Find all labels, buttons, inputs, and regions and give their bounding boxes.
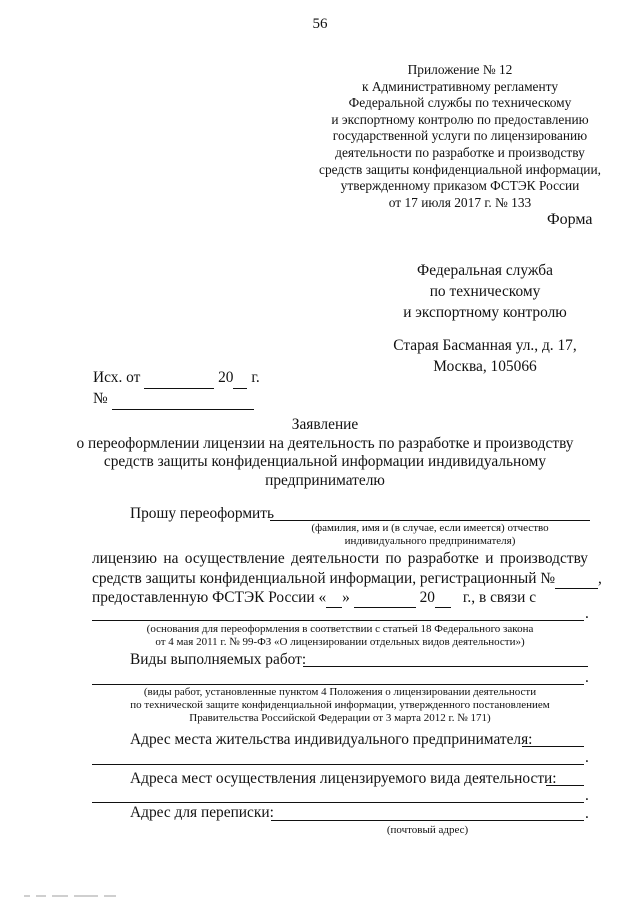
appendix-line: от 17 июля 2017 г. № 133 [388, 194, 532, 210]
residence-label: Адрес места жительства индивидуального предпринимателя: [130, 731, 533, 748]
request-note-line: индивидуального предпринимателя) [344, 535, 516, 547]
reissue-note-line: от 4 мая 2011 г. № 99-ФЗ «О лицензировании отдельных видов деятельности») [155, 636, 525, 648]
residence-field-2[interactable] [92, 764, 584, 765]
correspondence-note: (почтовый адрес) [386, 824, 469, 836]
outgoing-date-field[interactable] [144, 368, 214, 389]
activity-places-field-1[interactable] [546, 785, 584, 786]
outgoing-year-suffix: г. [251, 369, 260, 386]
works-note-line: по технической защите конфиденциальной информации, утвержденного постановлением [130, 699, 550, 711]
residence-end: . [585, 749, 589, 766]
addressee-address-line: Москва, 105066 [433, 358, 537, 375]
appendix-line: и экспортному контролю по предоставлению [331, 111, 589, 127]
license-line-3-text: предоставленную ФСТЭК России « [92, 589, 327, 606]
appendix-line: Федеральной службы по техническому [348, 95, 572, 111]
license-line-1: лицензию на осуществление деятельности по разработке и производству [92, 550, 588, 567]
license-line-3 [92, 589, 536, 608]
request-label: Прошу переоформить [130, 505, 275, 522]
works-field-1[interactable] [303, 666, 588, 667]
document-title [40, 416, 610, 490]
license-line-2-end: , [598, 570, 602, 587]
outgoing-year-field[interactable] [233, 368, 247, 389]
appendix-line: деятельности по разработке и производству [335, 144, 585, 160]
license-year-prefix: 20 [419, 589, 435, 606]
entrepreneur-name-field[interactable] [270, 520, 590, 521]
reissue-grounds-note [92, 623, 588, 649]
works-field-2[interactable] [92, 684, 584, 685]
appendix-line: средств защиты конфиденциальной информации, [319, 161, 601, 177]
registration-number-field[interactable] [555, 570, 598, 589]
outgoing-number-field[interactable] [112, 389, 254, 410]
title-line: о переоформлении лицензии на деятельность по разработке и производству [76, 434, 574, 452]
title-line: средств защиты конфиденциальной информации индивидуальному [103, 453, 547, 470]
reissue-grounds-end: . [585, 605, 589, 622]
outgoing-year-prefix: 20 [218, 369, 234, 386]
addressee-block [360, 260, 610, 377]
correspondence-address-field[interactable] [271, 820, 584, 821]
appendix-line: Приложение № 12 [407, 62, 513, 77]
correspondence-label: Адрес для переписки: [130, 804, 274, 821]
activity-places-label: Адреса мест осуществления лицензируемого вида деятельности: [130, 770, 557, 787]
correspondence-end: . [585, 805, 589, 822]
appendix-line: государственной услуги по лицензированию [332, 128, 588, 144]
license-month-field[interactable] [354, 589, 416, 608]
activity-places-field-2[interactable] [92, 802, 584, 803]
outgoing-number-label: № [93, 390, 108, 407]
license-line-3-end: г., в связи с [462, 589, 537, 606]
appendix-line: утвержденному приказом ФСТЭК России [340, 178, 580, 194]
works-note-line: (виды работ, установленные пунктом 4 Положения о лицензировании деятельности [143, 686, 537, 698]
form-label: Форма [547, 211, 593, 228]
residence-field-1[interactable] [522, 746, 584, 747]
license-line-2-text: средств защиты конфиденциальной информации, регистрационный № [92, 570, 556, 587]
scan-artifact [22, 892, 142, 900]
works-end: . [585, 669, 589, 686]
outgoing-date-label: Исх. от [93, 369, 141, 386]
license-line-2 [92, 570, 602, 589]
works-note [92, 686, 588, 725]
license-day-field[interactable] [326, 589, 342, 608]
appendix-block [300, 62, 620, 211]
license-line-3-quote: » [342, 589, 350, 606]
request-note [270, 522, 590, 548]
reissue-grounds-field[interactable] [92, 620, 584, 621]
appendix-line: к Административному регламенту [361, 78, 559, 94]
title-heading: Заявление [291, 416, 359, 433]
outgoing-reference [93, 368, 260, 410]
activity-places-end: . [585, 787, 589, 804]
works-label: Виды выполняемых работ: [130, 651, 307, 668]
addressee-org-line: по техническому [429, 283, 541, 300]
title-line: предпринимателю [265, 471, 385, 489]
works-note-line: Правительства Российской Федерации от 3 марта 2012 г. № 171) [189, 712, 491, 724]
addressee-org-line: и экспортному контролю [403, 304, 567, 321]
request-note-line: (фамилия, имя и (в случае, если имеется) отчество [311, 522, 549, 534]
reissue-note-line: (основания для переоформления в соответствии с статьей 18 Федерального закона [146, 623, 534, 635]
addressee-address-line: Старая Басманная ул., д. 17, [393, 337, 577, 354]
addressee-org-line: Федеральная служба [417, 262, 553, 279]
page-number: 56 [312, 16, 328, 32]
license-year-field[interactable] [435, 589, 451, 608]
